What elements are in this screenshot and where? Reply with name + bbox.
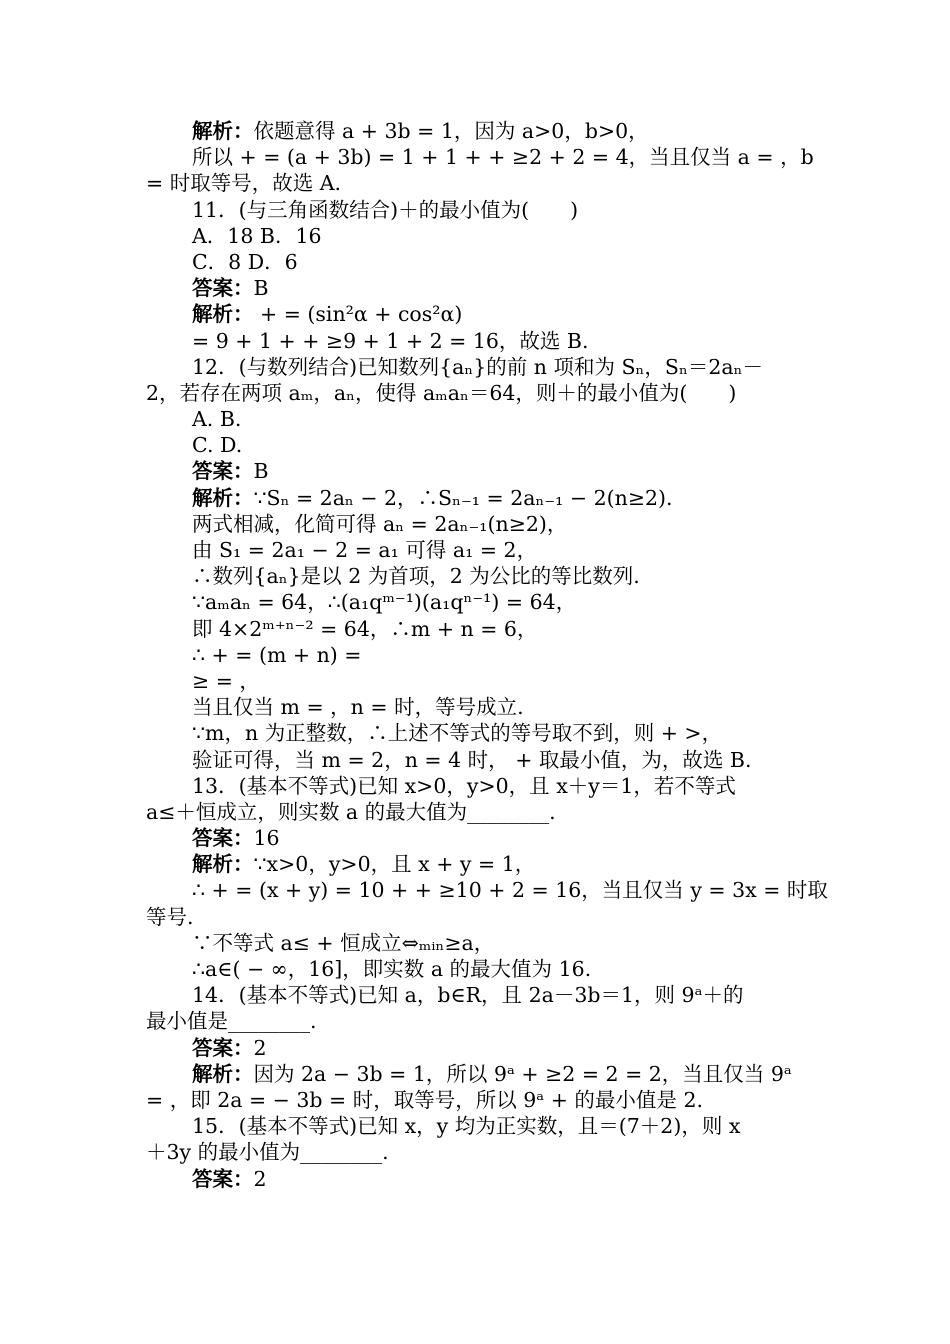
text-line: [146, 904, 810, 930]
line-text: + = (sin²α + cos²α): [253, 302, 463, 327]
text-line: [146, 537, 810, 563]
answer-line: [146, 1035, 810, 1061]
line-text: 依题意得 a + 3b = 1，因为 a>0，b>0，: [253, 119, 649, 143]
line-text: ∴a∈( − ∞，16]，即实数 a 的最大值为 16.: [192, 957, 592, 981]
options-line: [146, 432, 810, 458]
text-line: [146, 694, 810, 720]
answer-line: [146, 825, 810, 851]
answer-line: [146, 275, 810, 301]
answer-value: B: [253, 459, 269, 484]
analysis-label: 解析：: [192, 485, 254, 510]
line-text: ∵m，n 为正整数，∴上述不等式的等号取不到，则 + >，: [192, 721, 723, 746]
analysis-label: 解析：: [192, 852, 254, 877]
options-line: [146, 249, 810, 275]
analysis-label: 解析：: [192, 302, 254, 327]
text-line: [146, 589, 810, 615]
text-line: [146, 877, 828, 903]
line-text: 11．(与三角函数结合)＋的最小值为( ): [192, 197, 579, 222]
line-text: 13．(基本不等式)已知 x>0，y>0，且 x＋y＝1，若不等式: [192, 773, 736, 798]
line-text: ＋3y 的最小值为________.: [146, 1140, 389, 1165]
line-text: = 时取等号，故选 A.: [146, 171, 342, 196]
answer-label: 答案：: [192, 459, 254, 484]
text-line: [146, 485, 810, 511]
text-line: [146, 799, 810, 825]
answer-label: 答案：: [192, 826, 254, 851]
line-text: 验证可得，当 m = 2，n = 4 时， + 取最小值，为，故选 B.: [192, 747, 752, 772]
line-text: 14．(基本不等式)已知 a，b∈R，且 2a－3b＝1，则 9ᵃ＋的: [192, 983, 744, 1008]
question-14: [146, 982, 810, 1008]
line-text: 即 4×2ᵐ⁺ⁿ⁻² = 64，∴m + n = 6，: [192, 616, 538, 641]
text-line: [146, 144, 814, 170]
line-text: 两式相减，化简可得 aₙ = 2aₙ₋₁(n≥2)，: [192, 511, 568, 536]
options-line: [146, 406, 810, 432]
text-line: [146, 616, 810, 642]
line-text: ∴数列{aₙ}是以 2 为首项，2 为公比的等比数列.: [192, 564, 640, 589]
question-12: [146, 354, 810, 380]
line-text: = 9 + 1 + + ≥9 + 1 + 2 = 16，故选 B.: [192, 328, 589, 353]
line-text: C．8 D．6: [192, 249, 298, 274]
text-line: [146, 956, 810, 982]
answer-label: 答案：: [192, 1166, 254, 1191]
text-line: [146, 328, 810, 354]
text-line: [146, 851, 810, 877]
line-text: ≥ = ，: [192, 668, 260, 693]
question-11: [146, 197, 810, 223]
question-13: [146, 773, 810, 799]
line-text: 由 S₁ = 2a₁ − 2 = a₁ 可得 a₁ = 2，: [192, 538, 538, 562]
text-line: [146, 1008, 810, 1034]
text-line: [146, 642, 810, 668]
question-15: [146, 1113, 810, 1139]
text-line: [146, 563, 810, 589]
text-line: [146, 301, 810, 327]
line-text: 当且仅当 m = ，n = 时，等号成立.: [192, 695, 524, 720]
answer-label: 答案：: [192, 1035, 254, 1060]
analysis-label: 解析：: [192, 1061, 254, 1086]
answer-value: 2: [253, 1035, 267, 1060]
line-text: ∵不等式 a≤ + 恒成立⇔ₘᵢₙ≥a，: [192, 930, 495, 955]
line-text: C. D.: [192, 433, 243, 458]
text-line: [146, 1061, 810, 1087]
line-text: ∴ + = (m + n) =: [192, 642, 362, 667]
line-text: 12．(与数列结合)已知数列{aₙ}的前 n 项和为 Sₙ，Sₙ＝2aₙ－: [192, 354, 763, 379]
line-text: 因为 2a − 3b = 1，所以 9ᵃ + ≥2 = 2 = 2，当且仅当 9ᵃ: [253, 1061, 792, 1086]
line-text: a≤＋恒成立，则实数 a 的最大值为________.: [146, 799, 556, 824]
text-line: [146, 118, 810, 144]
line-text: ∵aₘaₙ = 64，∴(a₁qᵐ⁻¹)(a₁qⁿ⁻¹) = 64，: [192, 590, 577, 615]
line-text: ∴ + = (x + y) = 10 + + ≥10 + 2 = 16，当且仅当 y = 3x = 时取: [192, 878, 828, 903]
line-text: 2，若存在两项 aₘ，aₙ，使得 aₘaₙ＝64，则＋的最小值为( ): [146, 380, 737, 405]
text-line: [146, 1087, 810, 1113]
text-line: [146, 747, 810, 773]
options-line: [146, 223, 810, 249]
text-line: [146, 511, 810, 537]
text-line: [146, 1139, 810, 1165]
line-text: ∵Sₙ = 2aₙ − 2，∴Sₙ₋₁ = 2aₙ₋₁ − 2(n≥2).: [253, 485, 673, 510]
answer-line: [146, 458, 810, 484]
text-line: [146, 380, 810, 406]
text-line: [146, 170, 810, 196]
answer-value: B: [253, 276, 269, 301]
line-text: A. B.: [192, 407, 242, 432]
answer-line: [146, 1166, 810, 1192]
line-text: 15．(基本不等式)已知 x，y 均为正实数，且＝(7＋2)，则 x: [192, 1114, 741, 1139]
line-text: 所以 + = (a + 3b) = 1 + 1 + + ≥2 + 2 = 4，当且仅当 a = ，b: [192, 145, 814, 170]
line-text: A．18 B．16: [192, 223, 322, 248]
answer-value: 16: [253, 826, 280, 851]
answer-value: 2: [253, 1166, 267, 1191]
line-text: 最小值是________.: [146, 1009, 317, 1034]
text-line: [146, 720, 810, 746]
text-line: [146, 930, 810, 956]
text-line: [146, 668, 810, 694]
line-text: = ，即 2a = − 3b = 时，取等号，所以 9ᵃ + 的最小值是 2.: [146, 1087, 704, 1112]
line-text: 等号.: [146, 904, 194, 929]
analysis-label: 解析：: [192, 119, 254, 143]
document-page: [146, 118, 828, 1192]
answer-label: 答案：: [192, 276, 254, 301]
line-text: ∵x>0，y>0，且 x + y = 1，: [253, 852, 536, 877]
